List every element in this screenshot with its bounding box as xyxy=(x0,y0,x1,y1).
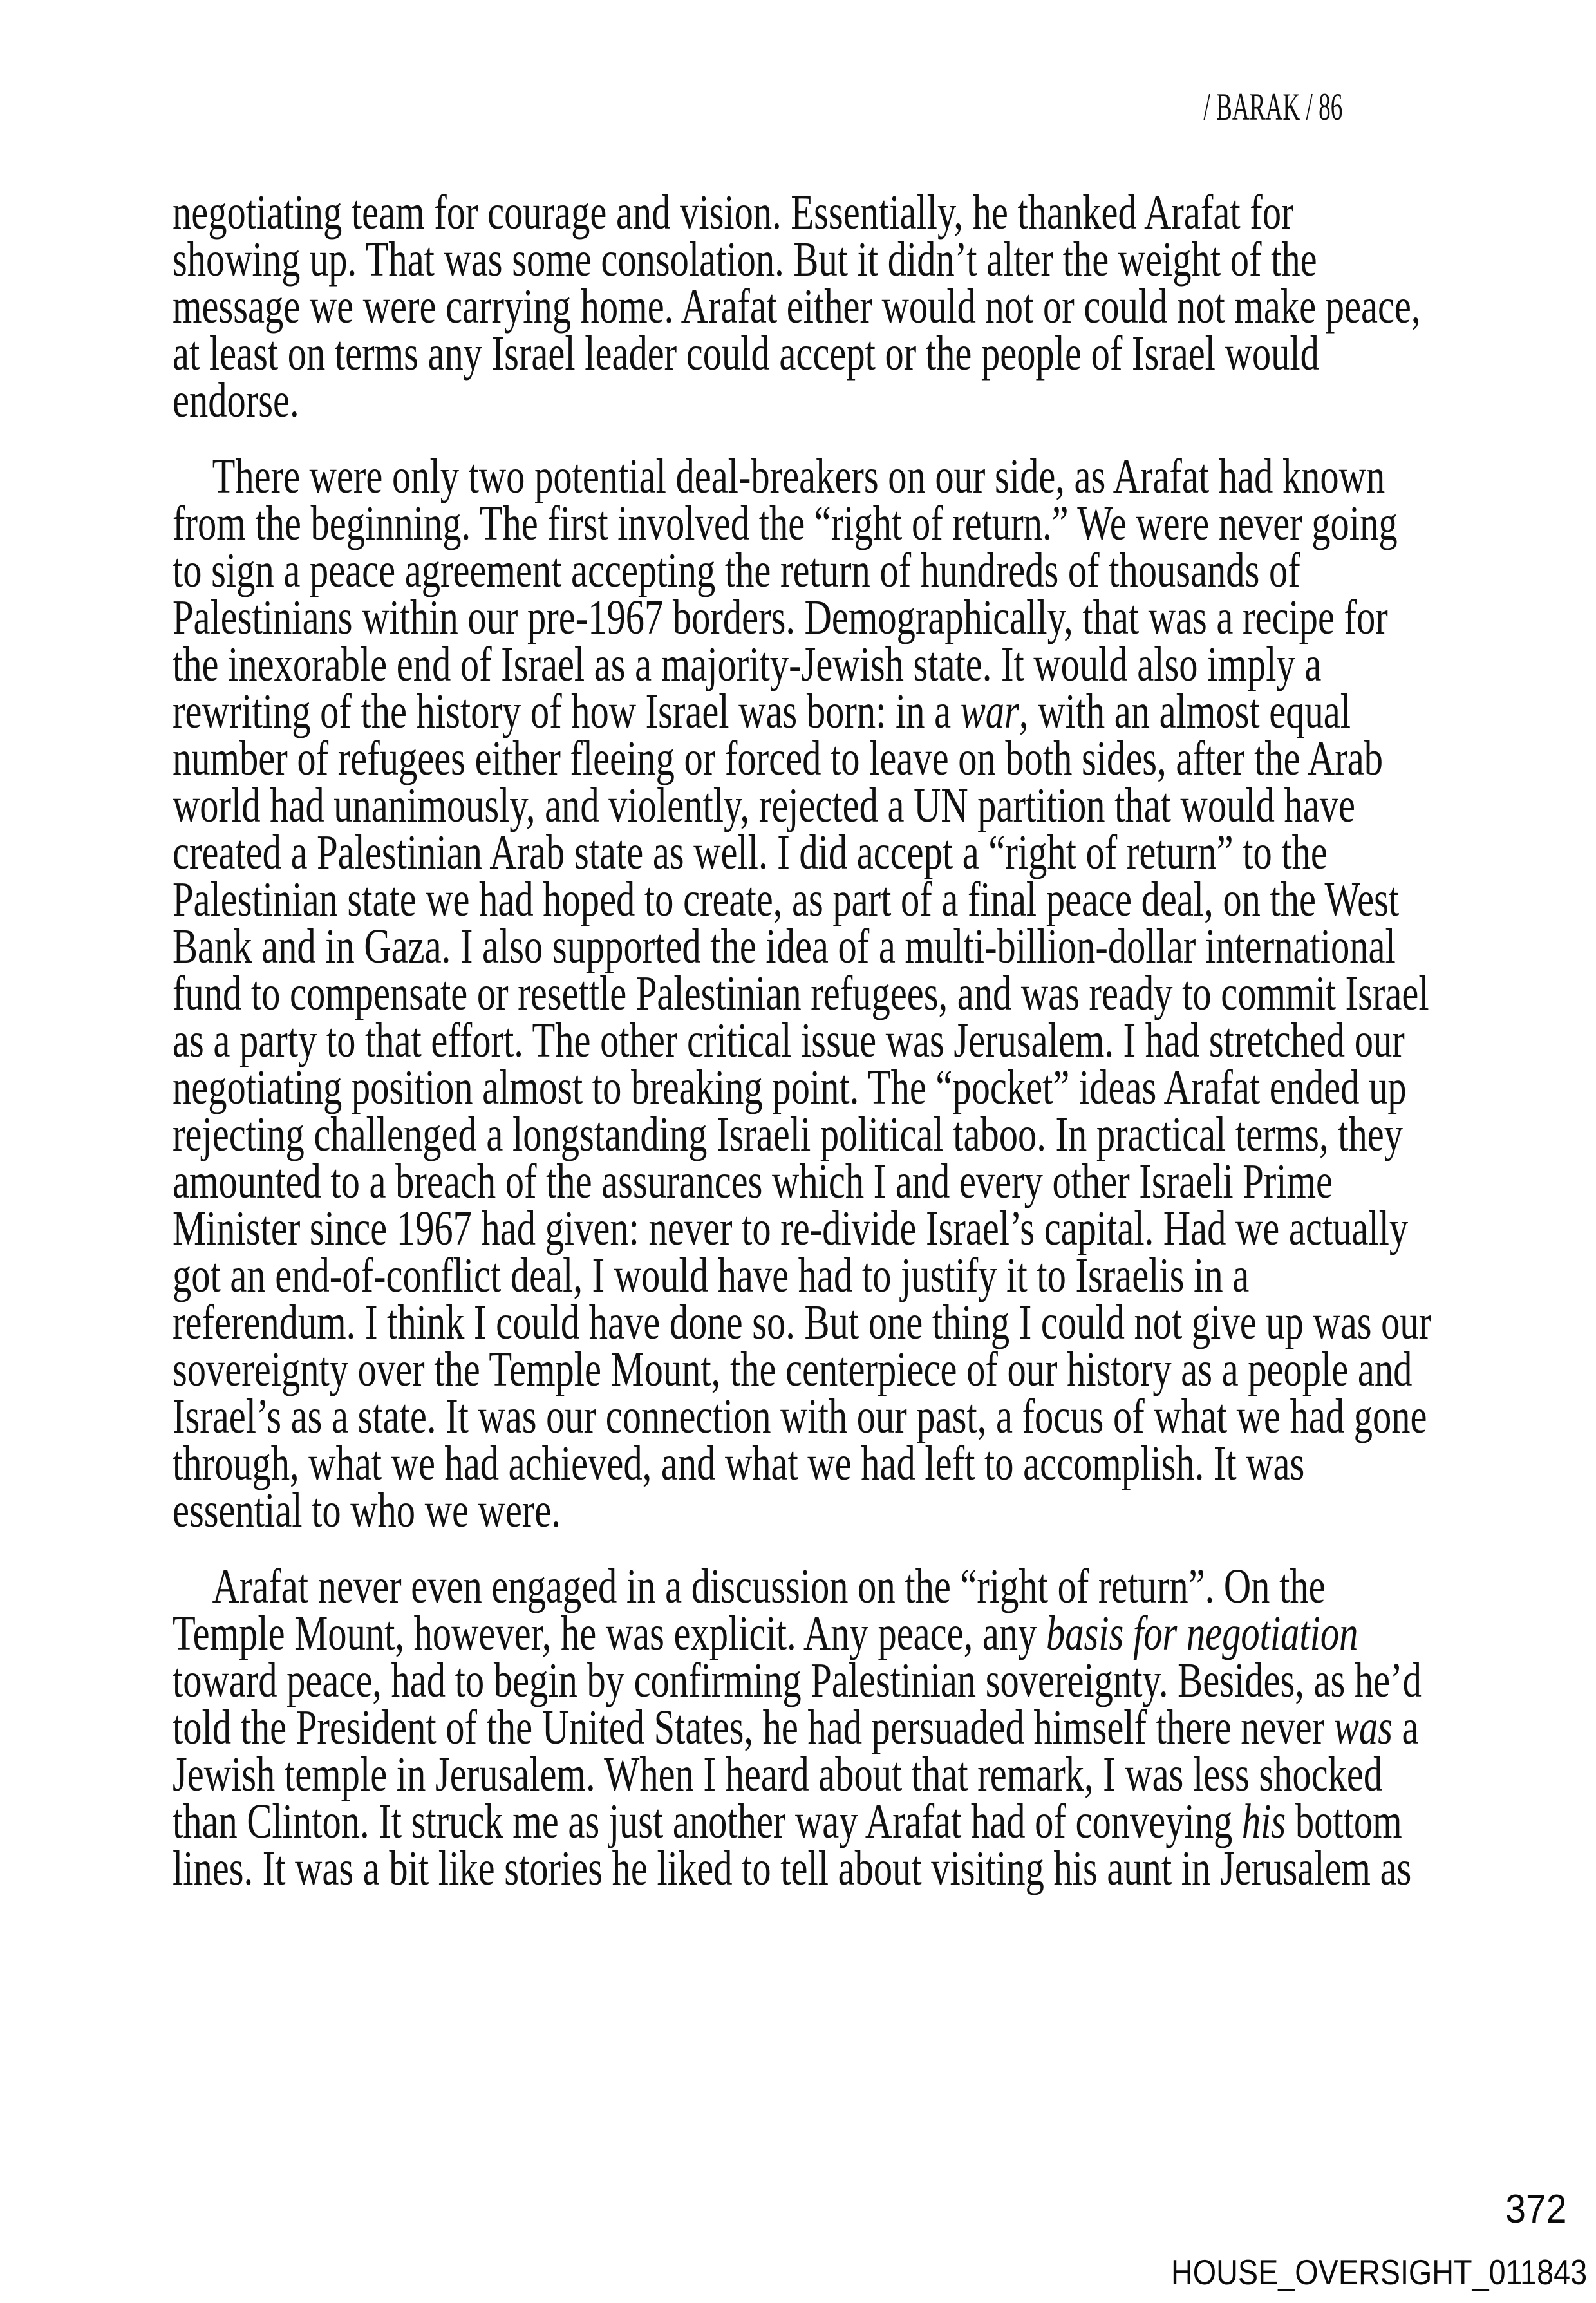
text-line: rewriting of the history of how Israel was born: in a war, with an almost equal xyxy=(173,684,1351,738)
paragraph xyxy=(173,449,1434,1537)
text-line: message we were carrying home. Arafat either would not or could not make peace, xyxy=(173,279,1421,334)
bates-stamp: HOUSE_OVERSIGHT_011843 xyxy=(1170,2252,1587,2292)
text-line: Minister since 1967 had given: never to re-divide Israel’s capital. Had we actually xyxy=(173,1201,1409,1255)
text-line: told the President of the United States, he had persuaded himself there never was a xyxy=(173,1700,1419,1754)
text-line: created a Palestinian Arab state as well. I did accept a “right of return” to the xyxy=(173,825,1328,879)
paragraph xyxy=(173,185,1434,428)
text-line: the inexorable end of Israel as a majority-Jewish state. It would also imply a xyxy=(173,637,1322,691)
text-line: negotiating team for courage and vision. Essentially, he thanked Arafat for xyxy=(173,185,1294,240)
text-line: from the beginning. The first involved the “right of return.” We were never going xyxy=(173,496,1398,550)
body-text xyxy=(173,185,1434,1895)
text-line: endorse. xyxy=(173,373,299,428)
text-line: fund to compensate or resettle Palestinian refugees, and was ready to commit Israel xyxy=(173,966,1429,1020)
text-line: Arafat never even engaged in a discussion on the “right of return”. On the xyxy=(212,1559,1326,1613)
text-line: Palestinian state we had hoped to create, as part of a final peace deal, on the West xyxy=(173,872,1400,926)
text-line: showing up. That was some consolation. But it didn’t alter the weight of the xyxy=(173,232,1317,287)
text-line: number of refugees either fleeing or forced to leave on both sides, after the Arab xyxy=(173,731,1384,785)
text-line: toward peace, had to begin by confirming Palestinian sovereignty. Besides, as he’d xyxy=(173,1653,1422,1707)
text-line: referendum. I think I could have done so. But one thing I could not give up was our xyxy=(173,1295,1432,1349)
running-header: / BARAK / 86 xyxy=(1203,86,1342,128)
text-line: through, what we had achieved, and what we had left to accomplish. It was xyxy=(173,1436,1305,1490)
text-line: amounted to a breach of the assurances which I and every other Israeli Prime xyxy=(173,1154,1333,1208)
text-line: at least on terms any Israel leader could accept or the people of Israel would xyxy=(173,326,1319,381)
paragraph xyxy=(173,1559,1434,1895)
text-line: to sign a peace agreement accepting the return of hundreds of thousands of xyxy=(173,543,1300,597)
page-number: 372 xyxy=(1505,2187,1566,2232)
text-line: lines. It was a bit like stories he liked to tell about visiting his aunt in Jerusalem as xyxy=(173,1841,1412,1895)
text-line: world had unanimously, and violently, rejected a UN partition that would have xyxy=(173,778,1355,832)
text-line: essential to who we were. xyxy=(173,1483,561,1537)
text-line: as a party to that effort. The other critical issue was Jerusalem. I had stretched our xyxy=(173,1013,1405,1067)
text-line: Bank and in Gaza. I also supported the idea of a multi-billion-dollar international xyxy=(173,919,1396,973)
text-line: There were only two potential deal-breakers on our side, as Arafat had known xyxy=(212,449,1385,503)
text-line: got an end-of-conflict deal, I would have had to justify it to Israelis in a xyxy=(173,1248,1250,1302)
text-line: Israel’s as a state. It was our connection with our past, a focus of what we had gone xyxy=(173,1389,1427,1443)
text-line: rejecting challenged a longstanding Israeli political taboo. In practical terms, they xyxy=(173,1107,1403,1161)
text-line: Jewish temple in Jerusalem. When I heard about that remark, I was less shocked xyxy=(173,1747,1383,1801)
text-line: Palestinians within our pre-1967 borders. Demographically, that was a recipe for xyxy=(173,590,1388,644)
text-line: than Clinton. It struck me as just another way Arafat had of conveying his bottom xyxy=(173,1794,1402,1848)
text-line: Temple Mount, however, he was explicit. Any peace, any basis for negotiation xyxy=(173,1606,1358,1660)
text-line: sovereignty over the Temple Mount, the centerpiece of our history as a people and xyxy=(173,1342,1413,1396)
text-line: negotiating position almost to breaking point. The “pocket” ideas Arafat ended up xyxy=(173,1060,1407,1114)
